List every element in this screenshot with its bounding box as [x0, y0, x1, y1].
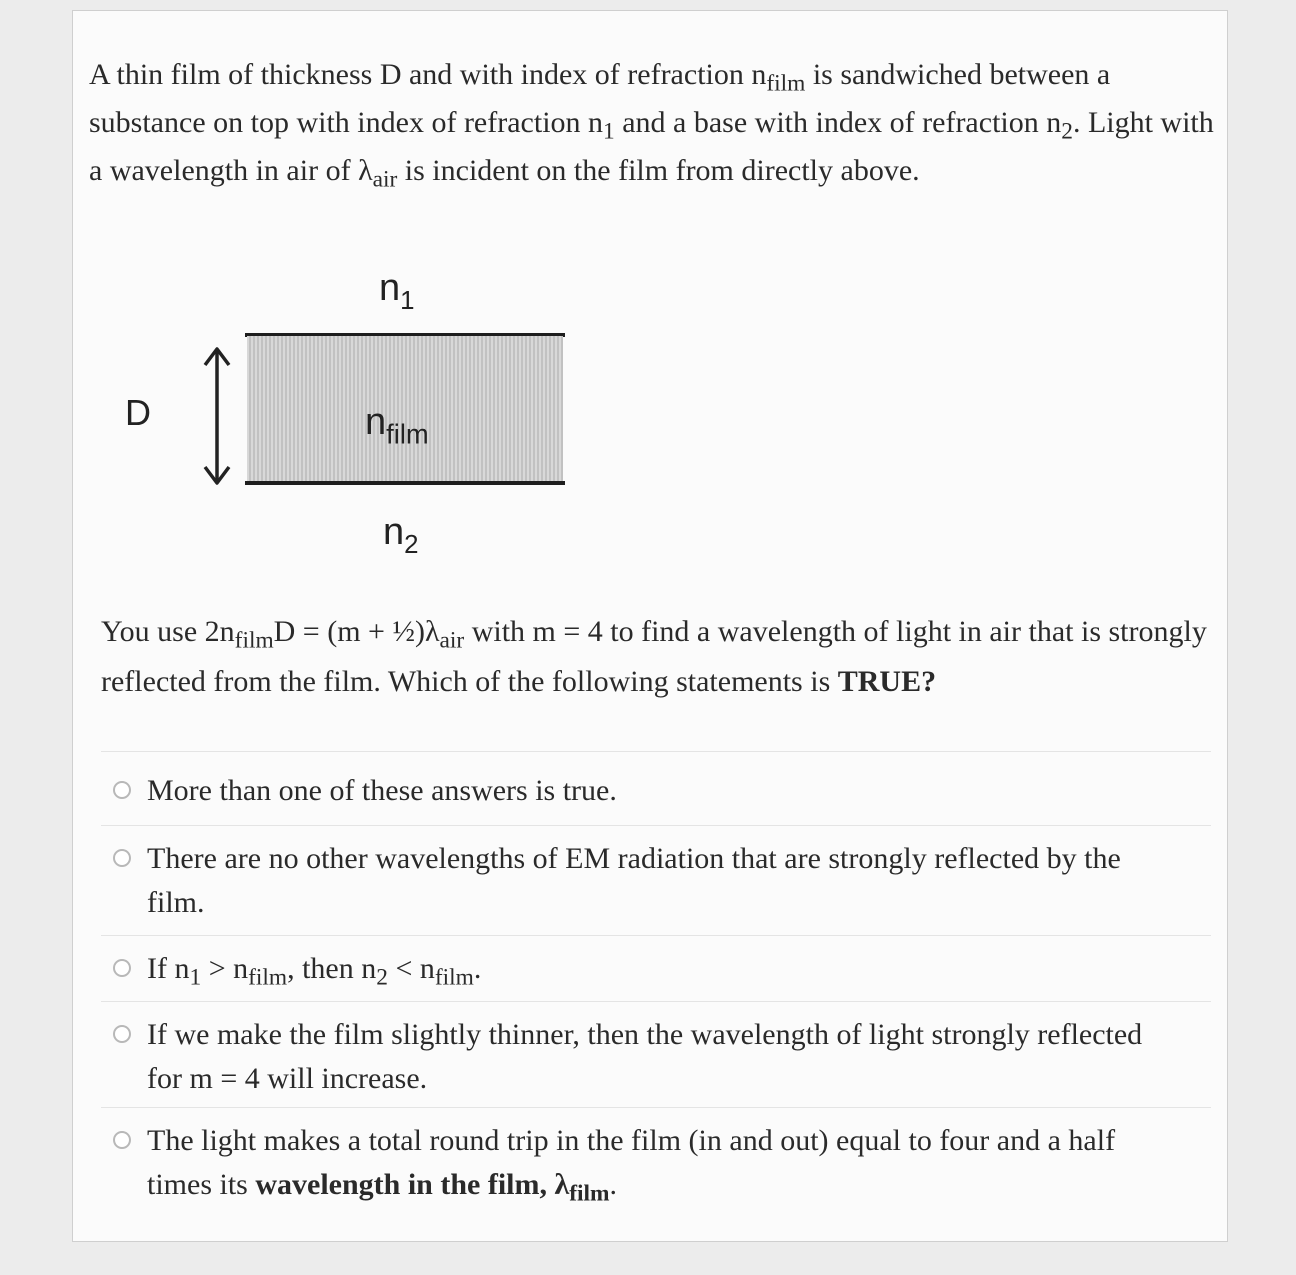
question-sub-air: air: [439, 627, 465, 654]
question-text-1: You use 2n: [101, 615, 235, 648]
option-label: If we make the film slightly thinner, then the wavelength of light strongly reflected for m = 4 will increase.: [147, 1018, 1143, 1095]
intro-text-1: A thin film of thickness D and with index of refraction n: [89, 58, 767, 91]
label-nfilm: $n_{film}$: [365, 401, 429, 450]
intro-text-2: is sandwiched between a substance on top with index of refraction n: [89, 58, 1111, 139]
radio-button[interactable]: [113, 1025, 131, 1043]
intro-text-5: is incident on the film from directly above.: [397, 154, 920, 187]
question-text-3: with m = 4 to find a wavelength of light in air that is strongly reflected from the film. Which of the following statements is: [101, 615, 1207, 698]
intro-text-4: . Light with a wavelength in air of λ: [89, 106, 1214, 187]
intro-sub-air: air: [372, 166, 398, 193]
question-sub-film: film: [234, 627, 274, 654]
divider: [101, 1107, 1211, 1108]
divider: [101, 935, 1211, 936]
divider: [101, 825, 1211, 826]
label-n1: $n_1$: [379, 267, 415, 316]
option-label: More than one of these answers is true.: [147, 774, 617, 807]
label-d: D: [125, 392, 151, 433]
option-label: If $n_1 > n_{film}$, then $n_2 < n_{film}$.: [147, 952, 482, 991]
radio-button[interactable]: [113, 849, 131, 867]
question-text-2: D = (m + ½)λ: [273, 615, 440, 648]
radio-button[interactable]: [113, 1131, 131, 1149]
question-emphasis: TRUE?: [837, 665, 937, 698]
question-card: [72, 10, 1228, 1242]
divider: [101, 1001, 1211, 1002]
film-bottom-boundary: [245, 481, 565, 485]
problem-intro: [89, 51, 1219, 195]
option-label: The light makes a total round trip in the film (in and out) equal to four and a half times its wavelength in the film, $\lambda_{film}$.: [147, 1124, 1116, 1207]
intro-sub-1: 1: [603, 118, 615, 145]
question-text: [101, 607, 1211, 707]
double-arrow-icon: [197, 343, 237, 489]
option-label: There are no other wavelengths of EM radiation that are strongly reflected by the film.: [147, 842, 1121, 919]
intro-sub-film: film: [766, 70, 806, 97]
thin-film-diagram: [113, 251, 633, 571]
divider: [101, 751, 1211, 752]
radio-button[interactable]: [113, 781, 131, 799]
label-n2: $n_2$: [383, 511, 419, 560]
intro-text-3: and a base with index of refraction n: [614, 106, 1062, 139]
intro-sub-2: 2: [1061, 118, 1073, 145]
radio-button[interactable]: [113, 959, 131, 977]
